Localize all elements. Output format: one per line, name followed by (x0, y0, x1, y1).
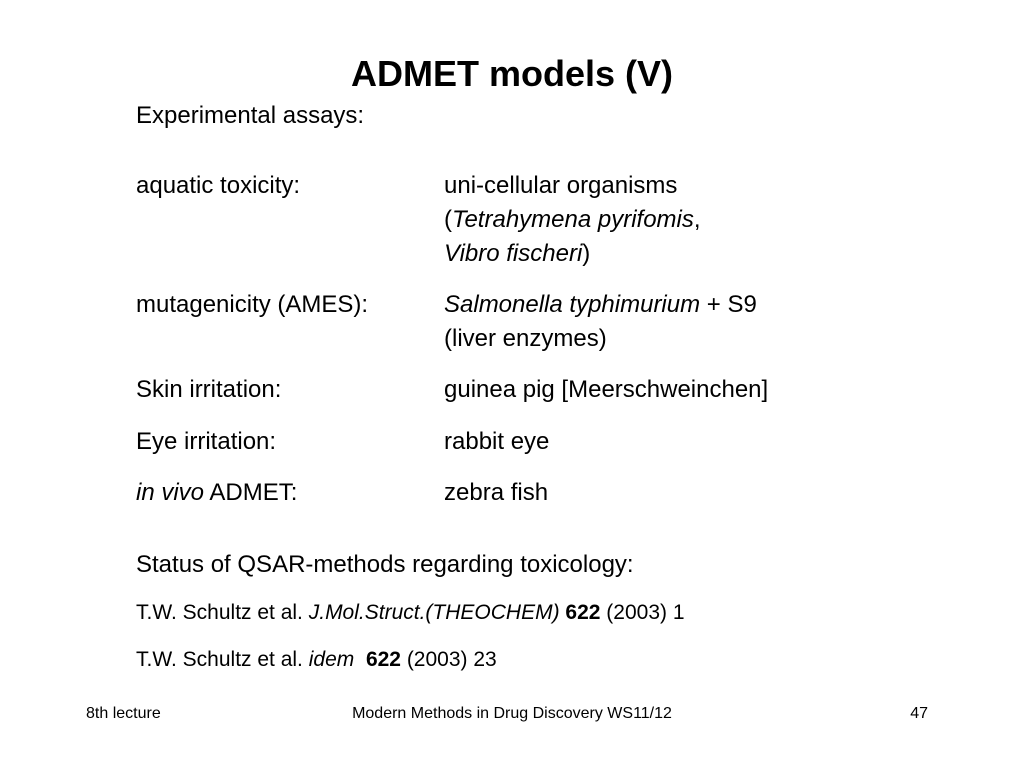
assay-label: Skin irritation: (136, 376, 282, 403)
reference-journal: idem (308, 648, 355, 671)
reference-authors: T.W. Schultz et al. (136, 648, 309, 671)
assay-value: zebra fish (444, 479, 549, 506)
reference-line (136, 598, 685, 628)
assay-value (444, 169, 701, 271)
assay-value-line (444, 288, 757, 322)
species-name: Tetrahymena pyrifomis (452, 206, 694, 233)
slide-title: ADMET models (V) (350, 53, 673, 94)
reference-volume: 622 (565, 601, 601, 624)
species-name: Salmonella typhimurium (444, 291, 701, 318)
assay-row-skin-irritation (136, 373, 896, 407)
assay-row-in-vivo-admet (136, 476, 896, 510)
assay-label (136, 476, 297, 510)
assay-value: guinea pig [Meerschweinchen] (444, 376, 769, 403)
reference-volume: 622 (365, 648, 401, 671)
assay-label: aquatic toxicity: (136, 172, 301, 199)
assay-row-aquatic-toxicity (136, 169, 896, 271)
reference-line (136, 645, 497, 675)
status-heading: Status of QSAR-methods regarding toxicology: (136, 551, 634, 578)
species-name: Vibro fischeri (444, 240, 583, 267)
assay-value-tail: + S9 (700, 291, 757, 318)
assay-value (444, 288, 757, 356)
assay-value-line: uni-cellular organisms (444, 172, 678, 199)
paren-open: ( (444, 206, 452, 233)
assay-value-line: (liver enzymes) (444, 325, 607, 352)
separator: , (693, 206, 701, 233)
intro-heading: Experimental assays: (136, 102, 365, 129)
assay-label: Eye irritation: (136, 428, 277, 455)
assay-label: mutagenicity (AMES): (136, 291, 369, 318)
assay-value-line (444, 203, 701, 237)
footer-lecture: 8th lecture (86, 705, 161, 722)
assay-label-italic: in vivo (136, 479, 205, 506)
assay-row-mutagenicity (136, 288, 896, 356)
assay-label-tail: ADMET: (204, 479, 298, 506)
footer-course-title: Modern Methods in Drug Discovery WS11/12 (352, 705, 672, 722)
assay-value: rabbit eye (444, 428, 550, 455)
assay-row-eye-irritation (136, 425, 896, 459)
assay-value-line (444, 237, 701, 271)
paren-close: ) (582, 240, 591, 267)
reference-year-page: (2003) 1 (600, 601, 685, 624)
reference-journal: J.Mol.Struct.(THEOCHEM) (308, 601, 560, 624)
reference-authors: T.W. Schultz et al. (136, 601, 309, 624)
footer-page-number: 47 (910, 705, 928, 722)
reference-year-page: (2003) 23 (400, 648, 497, 671)
